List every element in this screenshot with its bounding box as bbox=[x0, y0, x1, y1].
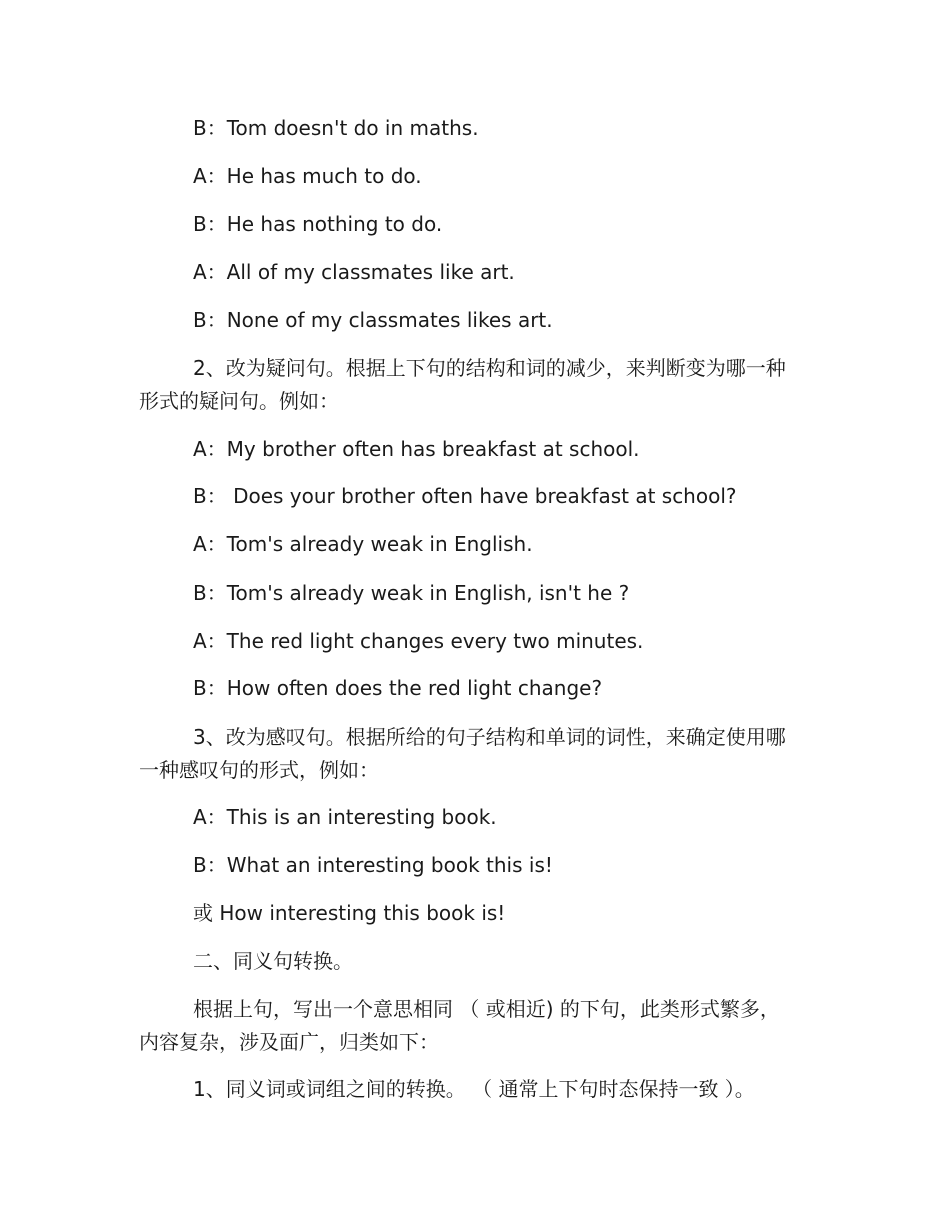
text-line: B：What an interesting book this is! bbox=[193, 853, 553, 877]
text-line: B：How often does the red light change? bbox=[193, 676, 603, 700]
text-line: A：My brother often has breakfast at school. bbox=[193, 437, 640, 461]
text-line: B：Tom doesn't do in maths. bbox=[193, 116, 479, 140]
text-line: 或 How interesting this book is! bbox=[193, 901, 506, 925]
text-line: A：The red light changes every two minutes. bbox=[193, 629, 644, 653]
paragraph: 根据上句，写出一个意思相同 （ 或相近) 的下句，此类形式繁多，内容复杂，涉及面广，归类如下： bbox=[139, 997, 780, 1054]
section-heading: 二、同义句转换。 bbox=[193, 949, 353, 973]
text-line: B：Tom's already weak in English, isn't he ? bbox=[193, 581, 630, 605]
text-line: B：None of my classmates likes art. bbox=[193, 308, 553, 332]
text-line: A：This is an interesting book. bbox=[193, 805, 497, 829]
text-line: B：He has nothing to do. bbox=[193, 212, 443, 236]
text-line: A：Tom's already weak in English. bbox=[193, 532, 533, 556]
text-line: 1、同义词或词组之间的转换。 （ 通常上下句时态保持一致 ）。 bbox=[193, 1077, 755, 1101]
text-line: A：He has much to do. bbox=[193, 164, 422, 188]
text-line: A：All of my classmates like art. bbox=[193, 260, 515, 284]
paragraph: 2、改为疑问句。根据上下句的结构和词的减少，来判断变为哪一种形式的疑问句。例如： bbox=[139, 356, 786, 413]
text-line: B： Does your brother often have breakfast at school? bbox=[193, 484, 737, 508]
paragraph: 3、改为感叹句。根据所给的句子结构和单词的词性，来确定使用哪一种感叹句的形式，例如： bbox=[139, 725, 786, 782]
